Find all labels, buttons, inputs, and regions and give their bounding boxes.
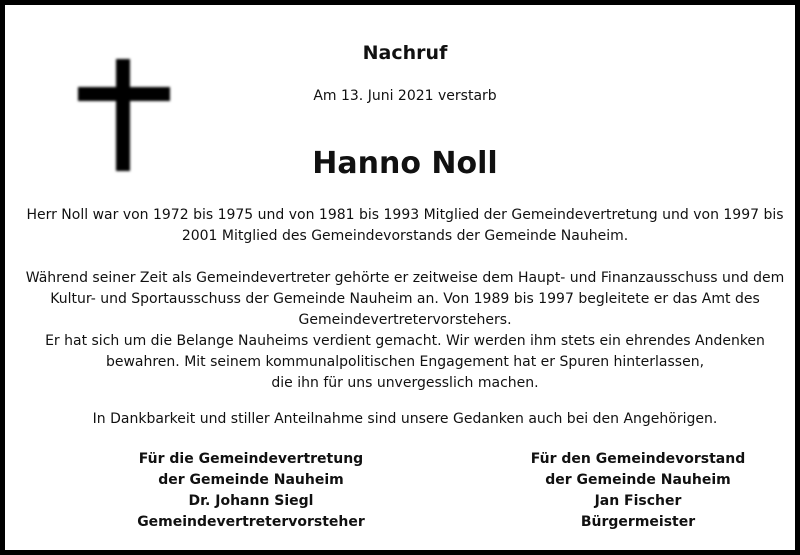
date-line: Am 13. Juni 2021 verstarb: [313, 88, 497, 104]
paragraph-condolence: [25, 409, 785, 430]
paragraph-service: [25, 268, 785, 394]
signature-line: Für den Gemeindevorstand: [530, 451, 746, 467]
text-line: Gemeindevertretervorstehers.: [298, 312, 512, 328]
signature-line: Für die Gemeindevertretung: [138, 451, 364, 467]
signature-line: der Gemeinde Nauheim: [158, 472, 344, 488]
paragraph-membership: [25, 205, 785, 247]
text-line: die ihn für uns unvergesslich machen.: [271, 375, 539, 391]
signature-line: Bürgermeister: [580, 514, 696, 530]
text-line: Kultur- und Sportausschuss der Gemeinde Nauheim an. Von 1989 bis 1997 begleitete er das Amt des: [50, 291, 760, 307]
signature-line: Gemeindevertretervorsteher: [137, 514, 365, 530]
signature-board: [488, 449, 788, 533]
cross-icon: [78, 59, 170, 171]
text-line: bewahren. Mit seinem kommunalpolitischen Engagement hat er Spuren hinterlassen,: [105, 354, 705, 370]
text-line: Er hat sich um die Belange Nauheims verdient gemacht. Wir werden ihm stets ein ehrendes Andenken: [45, 333, 765, 349]
text-line: 2001 Mitglied des Gemeindevorstands der Gemeinde Nauheim.: [181, 228, 629, 244]
text-line: In Dankbarkeit und stiller Anteilnahme sind unsere Gedanken auch bei den Angehörigen.: [92, 411, 718, 427]
signature-line: Dr. Johann Siegl: [188, 493, 314, 509]
notice-heading: Nachruf: [362, 42, 448, 64]
deceased-name: Hanno Noll: [312, 146, 498, 181]
text-line: Während seiner Zeit als Gemeindevertreter gehörte er zeitweise dem Haupt- und Finanzausschuss und dem: [25, 270, 785, 286]
text-line: Herr Noll war von 1972 bis 1975 und von 1981 bis 1993 Mitglied der Gemeindevertretung und von 1997 bis: [26, 207, 784, 223]
signature-line: der Gemeinde Nauheim: [545, 472, 731, 488]
signature-line: Jan Fischer: [594, 493, 682, 509]
signature-council: [101, 449, 401, 533]
